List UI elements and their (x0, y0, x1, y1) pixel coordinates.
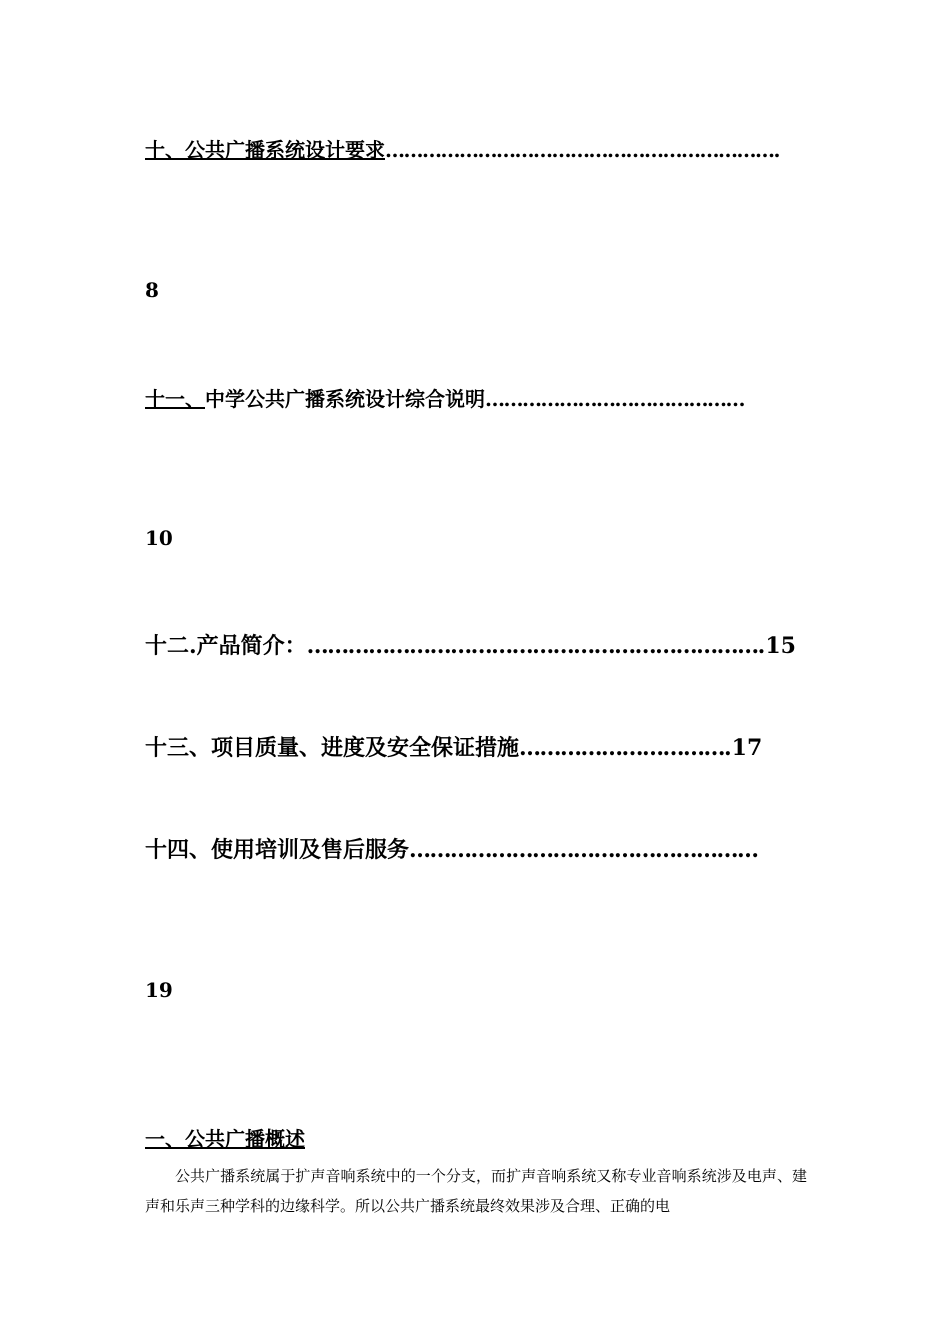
toc-entry-11[interactable] (145, 389, 744, 409)
toc-entry-12-leader: ………………………………………………………… (306, 633, 758, 659)
section-paragraph: 公共广播系统属于扩声音响系统中的一个分支，而扩声音响系统又称专业音响系统涉及电声、建声和乐声三种学科的边缘科学。所以公共广播系统最终效果涉及合理、正确的电 (145, 1167, 807, 1215)
toc-entry-10[interactable] (145, 140, 779, 160)
toc-entry-10-page: 8 (145, 278, 159, 302)
toc-entry-14-leader: …………………………………………… (409, 837, 758, 863)
toc-entry-14[interactable] (145, 839, 758, 861)
toc-entry-12[interactable] (145, 635, 796, 657)
toc-entry-12-title: 十二.产品简介： (145, 633, 307, 659)
toc-entry-10-leader: ………………………………………………………. (385, 138, 779, 162)
toc-entry-11-title-number: 十一、 (145, 387, 205, 411)
toc-entry-11-title: 中学公共广播系统设计综合说明 (205, 387, 485, 411)
toc-entry-13-page: .17 (724, 735, 763, 761)
toc-entry-13-leader: ………………………… (519, 735, 725, 761)
section-heading: 一、公共广播概述 (145, 1127, 305, 1151)
toc-entry-14-title: 十四、使用培训及售后服务 (145, 837, 410, 863)
toc-entry-13[interactable] (145, 737, 762, 759)
toc-entry-14-page: 19 (145, 978, 173, 1002)
toc-entry-13-title: 十三、项目质量、进度及安全保证措施 (145, 735, 520, 761)
toc-entry-11-page: 10 (145, 526, 173, 550)
toc-entry-10-title: 十、公共广播系统设计要求 (145, 138, 385, 162)
toc-entry-11-leader: …………………………………… (485, 387, 744, 411)
toc-entry-12-page: .15 (757, 633, 796, 659)
